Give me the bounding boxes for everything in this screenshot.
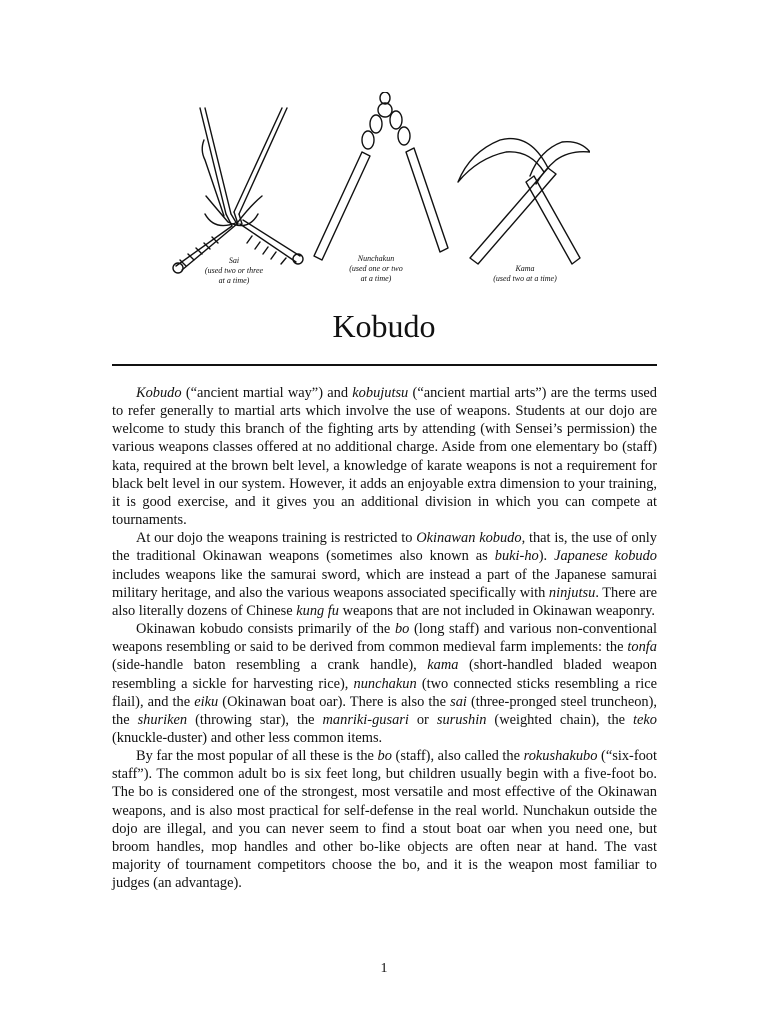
text-run: weapons that are not included in Okinawan weaponry. [339,602,655,619]
italic-term: bo [377,748,392,765]
text-run: Okinawan kobudo consists primarily of the [136,621,395,638]
text-run: (side-handle baton resembling a crank handle), [112,657,428,674]
italic-term: ninjutsu [548,584,596,601]
italic-term: nunchakun [353,675,417,692]
text-run: includes weapons like the samurai sword, which are instead a part of the Japanese samurai military heritage, and also the various weapons associated specifically with [112,566,657,601]
text-run: (“ancient martial arts”) are the terms used to refer generally to martial arts which involve the use of weapons. Students at our dojo are welcome to study this branch of the fighting arts by attending (with Sensei’s permission) the various weapons classes offered at no additional charge. Aside from one elementary bo (staff) kata, required at the brown belt level, a knowledge of karate weapons is not a requirement for black belt level in our system. However, it adds an enjoyable extra dimension to your training, it is good exercise, and it gives you an additional division in which you can compete at tournaments. [112,385,658,529]
italic-term: Okinawan kobudo [416,530,522,547]
page-title: Kobudo [332,308,436,344]
italic-term: sai [450,693,467,710]
paragraph [112,747,657,892]
text-run: . There are also literally dozens of Chinese [112,584,657,619]
italic-term: Japanese kobudo [554,548,657,565]
italic-term: manriki-gusari [322,711,409,728]
kama-drawing [458,139,590,264]
italic-term: bo [394,621,410,638]
title-divider [112,364,657,366]
text-run: (staff), also called the [391,748,524,765]
text-run: (long staff) and various non-conventional weapons resembling or said to be derived from common medieval farm implements: the [112,621,657,656]
kama-caption: Kama (used two at a time) [493,264,557,283]
paragraph [112,529,657,620]
italic-term: Kobudo [136,385,182,401]
italic-term: tonfa [627,639,657,656]
text-run: ). [538,548,555,565]
italic-term: eiku [194,693,219,710]
body-text [112,384,657,892]
italic-term: shuriken [137,711,188,728]
text-run: (knuckle-duster) and other less common items. [112,729,383,746]
text-run: , that is, the use of only the traditional Okinawan weapons (sometimes also known as [112,530,658,565]
sai-drawing [173,108,303,273]
text-run: or [408,711,437,728]
text-run: By far the most popular of all these is the [136,748,378,765]
text-run: (Okinawan boat oar). There is also the [218,693,451,710]
italic-term: kung fu [296,602,339,619]
text-run: (short-handled bladed weapon resembling a sickle for harvesting rice), [112,657,658,692]
italic-term: rokushakubo [523,748,598,765]
text-run: (three-pronged steel truncheon), the [112,693,657,728]
nunchakun-caption: Nunchakun (used one or two at a time) [349,254,403,283]
italic-term: surushin [436,711,487,728]
text-run: (throwing star), the [187,711,323,728]
text-run: (“ancient martial way”) and [181,385,353,401]
text-run: At our dojo the weapons training is restricted to [136,530,417,547]
italic-term: kama [427,657,459,674]
paragraph [112,620,657,747]
italic-term: buki-ho [494,548,539,565]
nunchakun-drawing [314,92,448,260]
sai-caption: Sai (used two or three at a time) [204,256,264,285]
page-number: 1 [380,961,388,976]
text-run: (two connected sticks resembling a rice flail), and the [112,675,657,710]
italic-term: kobujutsu [352,385,409,401]
italic-term: teko [633,711,657,728]
text-run: (“six-foot staff”). The common adult bo is six feet long, but children usually begin with a five-foot bo. The bo is considered one of the strongest, most versatile and most effective of the Okinawan weapons, and is also most practical for self-defense in the real world. Nunchakun outside the dojo are illegal, and you can never seem to find a stout boat oar when you need one, but broom handles, mop handles and other bo-like objects are often near at hand. The vast majority of tournament competitors choose the bo, and it is the weapon most familiar to judges (an advantage). [112,748,657,892]
text-run: (weighted chain), the [486,711,634,728]
paragraph [112,384,657,529]
